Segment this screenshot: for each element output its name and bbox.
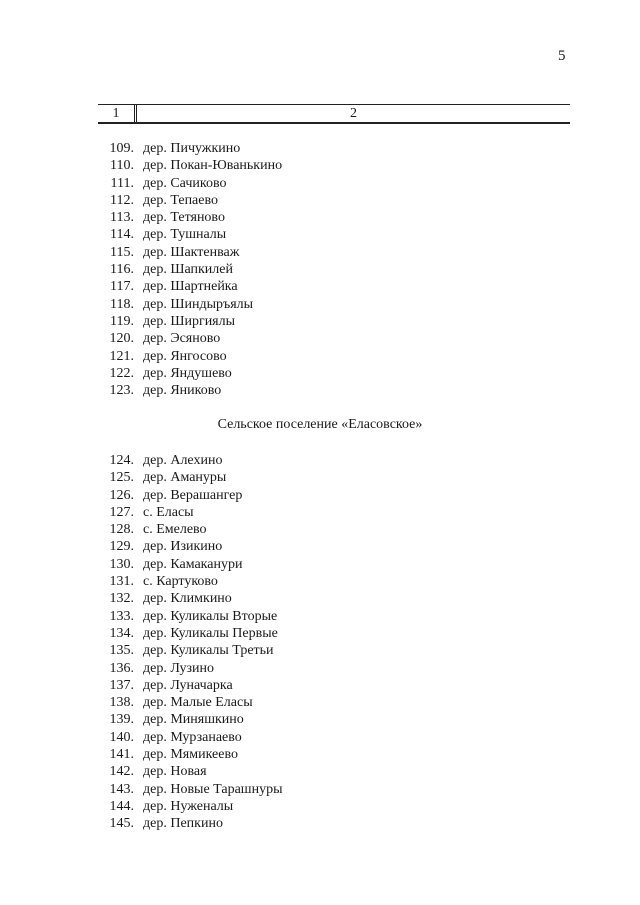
list-item	[104, 192, 282, 209]
item-name: дер. Миняшкино	[143, 712, 244, 728]
item-name: дер. Шиндыръялы	[143, 296, 254, 312]
settlement-list-2	[104, 452, 283, 833]
item-number: 138.	[109, 695, 134, 711]
item-number: 132.	[109, 591, 134, 607]
item-number: 135.	[109, 643, 134, 659]
section-title: Сельское поселение «Еласовское»	[217, 417, 423, 432]
list-item	[104, 469, 283, 486]
page-number: 5	[558, 48, 566, 64]
item-number: 145.	[109, 816, 134, 832]
list-item	[104, 348, 282, 365]
item-name: дер. Тетяново	[143, 210, 225, 226]
list-item	[104, 226, 282, 243]
item-number: 130.	[109, 556, 134, 572]
item-name: дер. Амануры	[143, 470, 227, 486]
list-item	[104, 487, 283, 504]
list-item	[104, 365, 282, 382]
item-number: 128.	[109, 522, 134, 538]
item-name: дер. Алехино	[143, 453, 223, 468]
item-number: 120.	[109, 331, 134, 347]
item-name: дер. Яниково	[143, 383, 222, 399]
item-name: с. Картуково	[143, 574, 218, 590]
item-name: дер. Верашангер	[143, 487, 243, 503]
item-name: дер. Климкино	[143, 591, 232, 607]
item-name: дер. Новые Тарашнуры	[143, 781, 283, 797]
item-number: 143.	[109, 781, 134, 797]
item-number: 144.	[109, 798, 134, 814]
list-item	[104, 660, 283, 677]
item-name: дер. Покан-Юванькино	[143, 158, 283, 174]
item-number: 131.	[109, 574, 134, 590]
item-name: с. Емелево	[143, 522, 207, 538]
item-number: 129.	[109, 539, 134, 555]
item-number: 119.	[110, 313, 134, 329]
list-item	[104, 763, 283, 780]
item-name: дер. Мурзанаево	[143, 729, 242, 745]
list-item	[104, 590, 283, 607]
item-name: дер. Нуженалы	[143, 798, 234, 814]
item-number: 123.	[109, 383, 134, 399]
item-number: 114.	[110, 227, 134, 243]
list-item	[104, 538, 283, 555]
list-item	[104, 175, 282, 192]
list-item	[104, 278, 282, 295]
item-name: дер. Луначарка	[143, 677, 233, 693]
item-number: 141.	[109, 747, 134, 763]
item-name: дер. Новая	[143, 764, 207, 780]
list-item	[104, 140, 282, 157]
item-number: 110.	[110, 158, 134, 174]
list-item	[104, 382, 282, 399]
item-number: 115.	[110, 244, 134, 260]
list-item	[104, 798, 283, 815]
list-item	[104, 608, 283, 625]
item-number: 116.	[110, 262, 134, 278]
list-item	[104, 296, 282, 313]
item-name: дер. Куликалы Первые	[143, 625, 278, 641]
item-number: 111.	[110, 175, 134, 191]
item-name: дер. Янгосово	[143, 348, 227, 364]
list-item	[104, 815, 283, 832]
item-name: дер. Изикино	[143, 539, 223, 555]
item-number: 140.	[109, 729, 134, 745]
item-name: дер. Ширгиялы	[143, 313, 236, 329]
list-item	[104, 521, 283, 538]
item-name: дер. Мямикеево	[143, 747, 238, 763]
item-number: 137.	[109, 677, 134, 693]
item-number: 142.	[109, 764, 134, 780]
item-name: дер. Сачиково	[143, 175, 227, 191]
list-item	[104, 781, 283, 798]
settlement-list-1	[104, 140, 282, 399]
list-item	[104, 452, 283, 469]
item-name: дер. Пичужкино	[143, 141, 241, 156]
table-header-col2: 2	[350, 105, 357, 121]
list-item	[104, 642, 283, 659]
item-name: дер. Куликалы Третьи	[143, 643, 274, 659]
item-number: 124.	[109, 453, 134, 468]
list-item	[104, 556, 283, 573]
item-name: дер. Эсяново	[143, 331, 221, 347]
item-number: 133.	[109, 608, 134, 624]
list-item	[104, 504, 283, 521]
item-name: дер. Куликалы Вторые	[143, 608, 278, 624]
item-number: 121.	[109, 348, 134, 364]
list-item	[104, 157, 282, 174]
item-number: 118.	[110, 296, 134, 312]
list-item	[104, 694, 283, 711]
item-name: дер. Тепаево	[143, 192, 219, 208]
list-item	[104, 261, 282, 278]
list-item	[104, 711, 283, 728]
item-name: дер. Яндушево	[143, 365, 232, 381]
item-name: дер. Малые Еласы	[143, 695, 253, 711]
item-number: 122.	[109, 365, 134, 381]
item-number: 127.	[109, 504, 134, 520]
list-item	[104, 573, 283, 590]
item-name: дер. Пепкино	[143, 816, 223, 832]
item-name: с. Еласы	[143, 504, 194, 520]
item-name: дер. Шартнейка	[143, 279, 238, 295]
item-number: 109.	[109, 141, 134, 156]
item-number: 136.	[109, 660, 134, 676]
item-number: 139.	[109, 712, 134, 728]
list-item	[104, 625, 283, 642]
item-number: 117.	[110, 279, 134, 295]
list-item	[104, 313, 282, 330]
item-number: 125.	[109, 470, 134, 486]
list-item	[104, 209, 282, 226]
item-name: дер. Камаканури	[143, 556, 243, 572]
table-header-col1: 1	[98, 105, 137, 122]
item-number: 134.	[109, 625, 134, 641]
item-name: дер. Лузино	[143, 660, 214, 676]
item-name: дер. Шапкилей	[143, 262, 233, 278]
list-item	[104, 330, 282, 347]
list-item	[104, 729, 283, 746]
item-number: 112.	[110, 192, 134, 208]
list-item	[104, 677, 283, 694]
table-header	[98, 104, 570, 124]
item-name: дер. Шактенваж	[143, 244, 240, 260]
list-item	[104, 244, 282, 261]
item-number: 126.	[109, 487, 134, 503]
item-number: 113.	[110, 210, 134, 226]
item-name: дер. Тушналы	[143, 227, 227, 243]
list-item	[104, 746, 283, 763]
